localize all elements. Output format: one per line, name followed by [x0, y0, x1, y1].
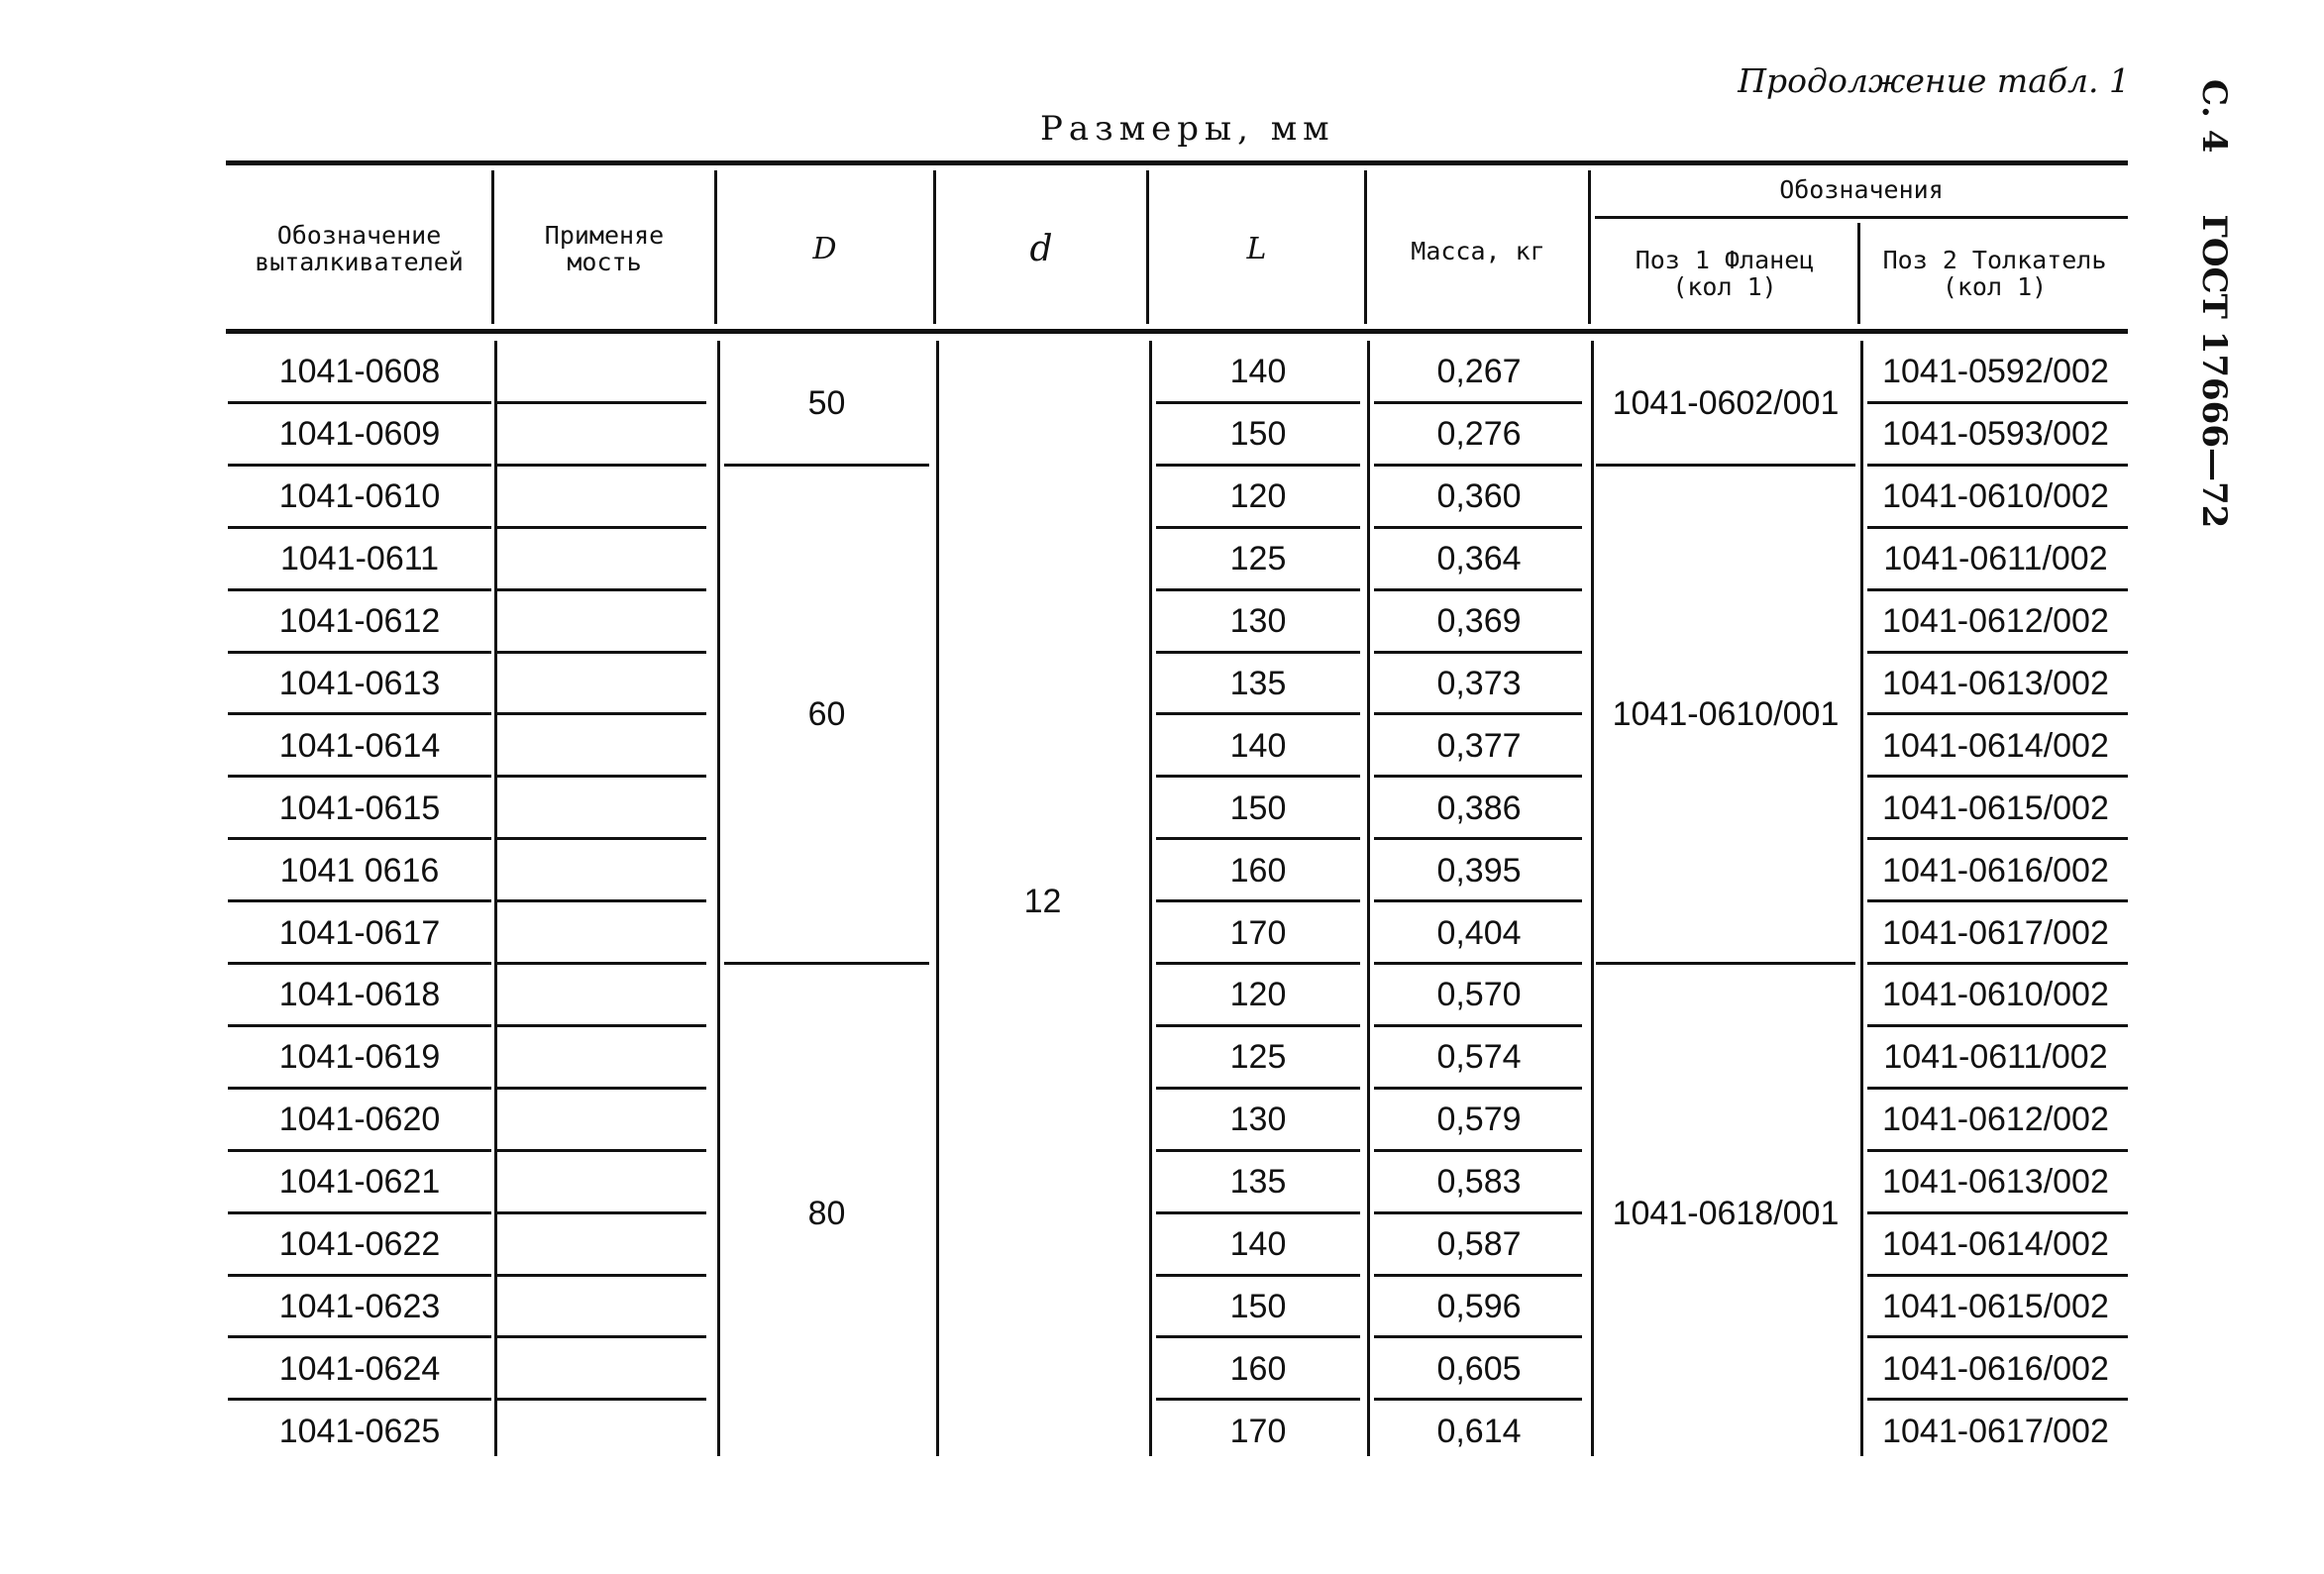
pusher-cell: 1041-0617/002 — [1882, 1412, 2109, 1450]
header-d: d — [1029, 229, 1053, 269]
row-rule — [497, 837, 706, 840]
mass-cell: 0,570 — [1436, 976, 1522, 1014]
designation-cell: 1041-0611 — [279, 540, 440, 578]
header-sep — [1588, 170, 1591, 324]
body-sep — [717, 341, 720, 1456]
row-rule — [1867, 651, 2128, 654]
row-rule — [1867, 1335, 2128, 1338]
pusher-cell: 1041-0615/002 — [1882, 788, 2109, 827]
side-header — [2194, 79, 2235, 529]
row-rule — [1374, 464, 1582, 467]
length-cell: 120 — [1229, 976, 1287, 1014]
mass-cell: 0,596 — [1436, 1287, 1522, 1325]
row-rule — [497, 899, 706, 902]
standard-number: ГОСТ 17666—72 — [2194, 214, 2234, 529]
length-cell: 170 — [1229, 913, 1287, 952]
row-rule — [497, 962, 706, 965]
flange-cell: 1041-0610/001 — [1612, 695, 1840, 734]
outer-diameter-cell: 50 — [807, 383, 846, 422]
row-rule — [1374, 651, 1582, 654]
designation-cell: 1041-0613 — [278, 664, 441, 702]
designation-cell: 1041 0616 — [279, 851, 440, 890]
mass-cell: 0,583 — [1436, 1163, 1522, 1202]
row-rule — [1374, 899, 1582, 902]
row-rule — [1156, 651, 1360, 654]
header-applicability: Применяе мость — [544, 221, 665, 276]
row-rule — [1156, 401, 1360, 404]
length-cell: 150 — [1229, 1287, 1287, 1325]
pusher-cell: 1041-0610/002 — [1882, 477, 2109, 516]
header-sep — [491, 170, 494, 324]
outer-diameter-cell: 60 — [807, 695, 846, 734]
row-rule — [1156, 1024, 1360, 1027]
row-rule — [228, 464, 491, 467]
designation-cell: 1041-0617 — [278, 913, 441, 952]
row-rule — [228, 712, 491, 715]
pusher-cell: 1041-0616/002 — [1882, 1349, 2109, 1388]
row-rule — [1374, 526, 1582, 529]
row-rule — [1156, 962, 1360, 965]
pusher-cell: 1041-0592/002 — [1882, 353, 2109, 391]
length-cell: 140 — [1229, 1225, 1287, 1264]
row-rule — [1374, 712, 1582, 715]
continuation-label: Продолжение табл. 1 — [1738, 61, 2130, 100]
pusher-cell: 1041-0612/002 — [1882, 1101, 2109, 1139]
row-rule — [497, 526, 706, 529]
row-rule — [228, 588, 491, 591]
row-rule — [1867, 526, 2128, 529]
mass-cell: 0,386 — [1436, 788, 1522, 827]
designation-cell: 1041-0612 — [278, 602, 441, 641]
header-sep — [714, 170, 717, 324]
row-rule — [1867, 1087, 2128, 1090]
row-rule — [1374, 1398, 1582, 1401]
pusher-cell: 1041-0612/002 — [1882, 602, 2109, 641]
row-rule — [497, 464, 706, 467]
mass-cell: 0,364 — [1436, 540, 1522, 578]
row-rule — [497, 775, 706, 778]
length-cell: 125 — [1229, 540, 1287, 578]
header-mass: Масса, кг — [1411, 237, 1545, 265]
group-header-rule — [1595, 216, 2128, 219]
row-rule — [1867, 899, 2128, 902]
row-rule — [497, 651, 706, 654]
mass-cell: 0,587 — [1436, 1225, 1522, 1264]
row-rule — [1374, 837, 1582, 840]
length-cell: 130 — [1229, 602, 1287, 641]
header-pos2: Поз 2 Толкатель (кол 1) — [1882, 246, 2107, 301]
mass-cell: 0,373 — [1436, 664, 1522, 702]
row-rule — [1156, 526, 1360, 529]
row-rule — [1374, 588, 1582, 591]
length-cell: 170 — [1229, 1412, 1287, 1450]
row-rule — [1156, 1149, 1360, 1152]
row-rule — [1867, 1211, 2128, 1214]
designation-cell: 1041-0620 — [278, 1101, 441, 1139]
pusher-cell: 1041-0614/002 — [1882, 726, 2109, 765]
designation-cell: 1041-0621 — [278, 1163, 441, 1202]
row-rule — [1156, 837, 1360, 840]
page-number: С. 4 — [2194, 79, 2234, 154]
row-rule — [497, 712, 706, 715]
flange-cell: 1041-0602/001 — [1612, 383, 1840, 422]
row-rule — [1374, 1087, 1582, 1090]
body-sep — [1591, 341, 1594, 1456]
row-rule — [497, 401, 706, 404]
mass-cell: 0,574 — [1436, 1038, 1522, 1077]
mass-cell: 0,360 — [1436, 477, 1522, 516]
group-rule — [1596, 962, 1855, 965]
inner-diameter-cell: 12 — [1023, 883, 1062, 921]
row-rule — [228, 401, 491, 404]
header-bottom-rule — [226, 329, 2128, 334]
row-rule — [1867, 837, 2128, 840]
mass-cell: 0,395 — [1436, 851, 1522, 890]
pusher-cell: 1041-0613/002 — [1882, 1163, 2109, 1202]
row-rule — [228, 1211, 491, 1214]
row-rule — [228, 1087, 491, 1090]
row-rule — [1374, 401, 1582, 404]
designation-cell: 1041-0610 — [278, 477, 441, 516]
row-rule — [228, 1335, 491, 1338]
row-rule — [497, 1024, 706, 1027]
row-rule — [1867, 1398, 2128, 1401]
row-rule — [1156, 1211, 1360, 1214]
row-rule — [228, 837, 491, 840]
mass-cell: 0,267 — [1436, 353, 1522, 391]
row-rule — [1867, 775, 2128, 778]
length-cell: 135 — [1229, 1163, 1287, 1202]
designation-cell: 1041-0625 — [278, 1412, 441, 1450]
row-rule — [228, 651, 491, 654]
length-cell: 150 — [1229, 788, 1287, 827]
group-rule — [724, 464, 929, 467]
designation-cell: 1041-0622 — [278, 1225, 441, 1264]
row-rule — [1374, 1274, 1582, 1277]
sizes-caption: Размеры, мм — [1040, 109, 1335, 149]
length-cell: 130 — [1229, 1101, 1287, 1139]
length-cell: 140 — [1229, 726, 1287, 765]
designation-cell: 1041-0618 — [278, 976, 441, 1014]
row-rule — [228, 526, 491, 529]
pusher-cell: 1041-0610/002 — [1882, 976, 2109, 1014]
row-rule — [497, 1398, 706, 1401]
row-rule — [228, 1274, 491, 1277]
header-designation: Обозначение выталкивателей — [255, 221, 464, 276]
row-rule — [1867, 712, 2128, 715]
pusher-cell: 1041-0616/002 — [1882, 851, 2109, 890]
designation-cell: 1041-0623 — [278, 1287, 441, 1325]
row-rule — [228, 775, 491, 778]
group-rule — [1596, 464, 1855, 467]
length-cell: 120 — [1229, 477, 1287, 516]
row-rule — [1374, 775, 1582, 778]
length-cell: 140 — [1229, 353, 1287, 391]
length-cell: 160 — [1229, 1349, 1287, 1388]
row-rule — [497, 1274, 706, 1277]
row-rule — [228, 1024, 491, 1027]
row-rule — [1867, 1024, 2128, 1027]
designation-cell: 1041-0619 — [278, 1038, 441, 1077]
row-rule — [1156, 712, 1360, 715]
designation-cell: 1041-0624 — [278, 1349, 441, 1388]
pusher-cell: 1041-0614/002 — [1882, 1225, 2109, 1264]
pusher-cell: 1041-0613/002 — [1882, 664, 2109, 702]
row-rule — [1867, 588, 2128, 591]
pusher-cell: 1041-0611/002 — [1883, 540, 2108, 578]
row-rule — [1374, 1335, 1582, 1338]
row-rule — [497, 1149, 706, 1152]
length-cell: 135 — [1229, 664, 1287, 702]
row-rule — [1156, 1087, 1360, 1090]
row-rule — [1867, 1274, 2128, 1277]
mass-cell: 0,404 — [1436, 913, 1522, 952]
header-sep — [1364, 170, 1367, 324]
designation-cell: 1041-0615 — [278, 788, 441, 827]
group-rule — [724, 962, 929, 965]
row-rule — [1156, 464, 1360, 467]
row-rule — [1867, 464, 2128, 467]
row-rule — [1156, 1398, 1360, 1401]
header-L: L — [1246, 232, 1267, 266]
header-sep — [1857, 223, 1860, 324]
row-rule — [228, 962, 491, 965]
row-rule — [1867, 401, 2128, 404]
row-rule — [497, 1211, 706, 1214]
header-sep — [1146, 170, 1149, 324]
row-rule — [1156, 1274, 1360, 1277]
pusher-cell: 1041-0615/002 — [1882, 1287, 2109, 1325]
table-top-rule — [226, 160, 2128, 165]
pusher-cell: 1041-0593/002 — [1882, 415, 2109, 454]
row-rule — [1867, 962, 2128, 965]
body-sep — [494, 341, 497, 1456]
designation-cell: 1041-0614 — [278, 726, 441, 765]
row-rule — [1867, 1149, 2128, 1152]
row-rule — [1156, 588, 1360, 591]
row-rule — [228, 1149, 491, 1152]
mass-cell: 0,614 — [1436, 1412, 1522, 1450]
row-rule — [1374, 1211, 1582, 1214]
header-D: D — [812, 232, 837, 266]
mass-cell: 0,605 — [1436, 1349, 1522, 1388]
flange-cell: 1041-0618/001 — [1612, 1194, 1840, 1232]
designation-cell: 1041-0609 — [278, 415, 441, 454]
row-rule — [1374, 1149, 1582, 1152]
row-rule — [1374, 962, 1582, 965]
pusher-cell: 1041-0617/002 — [1882, 913, 2109, 952]
row-rule — [497, 1335, 706, 1338]
mass-cell: 0,369 — [1436, 602, 1522, 641]
header-sep — [933, 170, 936, 324]
length-cell: 160 — [1229, 851, 1287, 890]
length-cell: 150 — [1229, 415, 1287, 454]
length-cell: 125 — [1229, 1038, 1287, 1077]
row-rule — [497, 588, 706, 591]
row-rule — [1156, 899, 1360, 902]
mass-cell: 0,377 — [1436, 726, 1522, 765]
row-rule — [228, 899, 491, 902]
header-pos1: Поз 1 Фланец (кол 1) — [1635, 246, 1815, 301]
mass-cell: 0,276 — [1436, 415, 1522, 454]
outer-diameter-cell: 80 — [807, 1194, 846, 1232]
row-rule — [1156, 1335, 1360, 1338]
row-rule — [1374, 1024, 1582, 1027]
row-rule — [497, 1087, 706, 1090]
mass-cell: 0,579 — [1436, 1101, 1522, 1139]
designation-cell: 1041-0608 — [278, 353, 441, 391]
row-rule — [228, 1398, 491, 1401]
header-designations-group: Обозначения — [1779, 175, 1944, 204]
pusher-cell: 1041-0611/002 — [1883, 1038, 2108, 1077]
row-rule — [1156, 775, 1360, 778]
